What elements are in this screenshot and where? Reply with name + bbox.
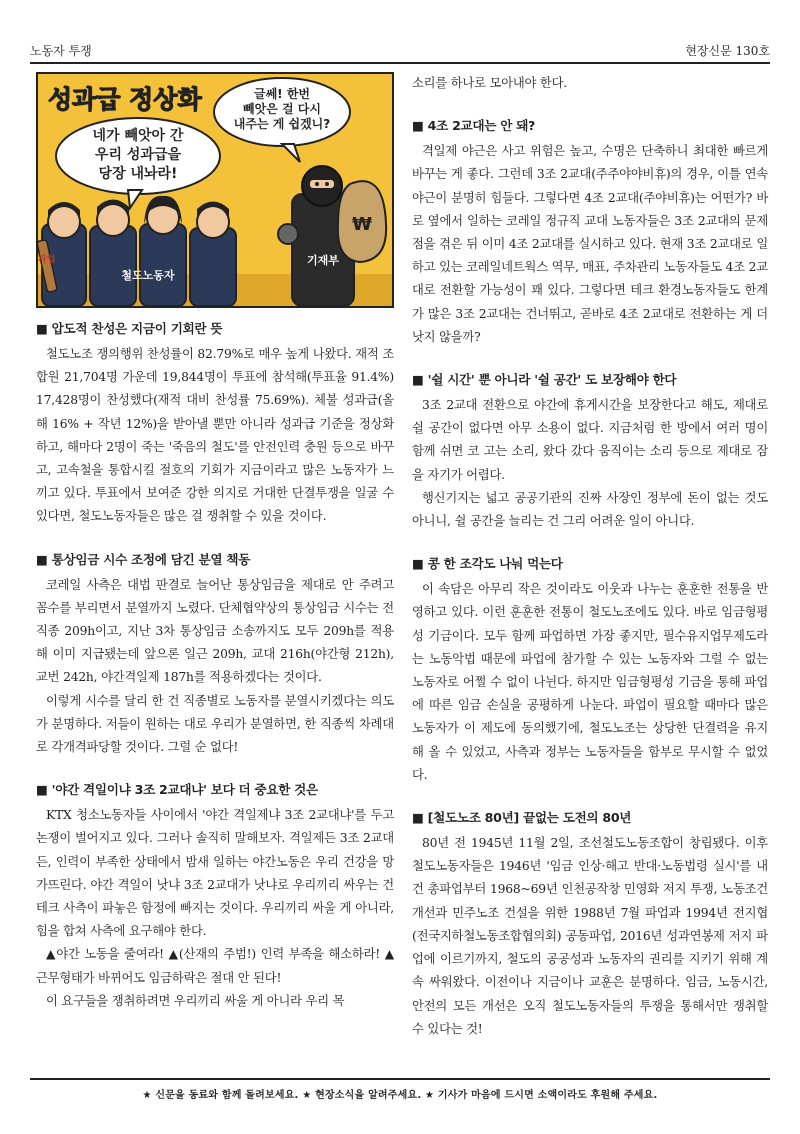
- section-body-history: 80년 전 1945년 11월 2일, 조선철도노동조합이 창립됐다. 이후 철도노동자들은 1946년 '임금 인상·해고 반대·노동법령 실시'를 내건 총파업부터 1968~69년 인천공작창 민영화 저지 투쟁, 노동조건 개선과 민주노조 건설을 위한 1988년 7월 파업과 1994년 전지협(전국지하철노동조합협의회) 공동파업, 2016년 성과연봉제 저지 파업에 이르기까지, 철도의 공공성과 노동자의 권리를 지키기 위해 계속 싸워왔다. 이전이나 지금이나 교훈은 분명하다. 임금, 노동시간, 안전의 모든 개선은 오직 철도노동자들의 투쟁을 통해서만 쟁취할 수 있다는 것!: [412, 836, 768, 1036]
- section-body-vote: 철도노조 쟁의행위 찬성률이 82.79%로 매우 높게 나왔다. 재적 조합원 21,704명 가운데 19,844명이 투표에 참석해(투표율 91.4%) 17,428명이 찬성했다(재적 대비 찬성률 75.69%). 체불 성과급(올해 16% + 작년 12%)을 받아낼 뿐만 아니라 성과급 기준을 정상화하고, 해마다 2명이 죽는 '죽음의 철도'를 안전인력 충원 등으로 바꾸고, 고속철을 통합시킬 절호의 기회가 지금이라고 많은 노동자가 느끼고 있다. 투표에서 보여준 강한 의지로 거대한 단결투쟁을 일굴 수 있다면, 철도노동자들은 많은 걸 쟁취할 수 있을 것이다.: [36, 347, 394, 524]
- page-header: [30, 28, 770, 64]
- issue-number: 현장신문 130호: [685, 44, 770, 58]
- bubble-workers-line: 네가 빼앗아 간: [92, 128, 184, 144]
- section-body-sharing: 이 속담은 아무리 작은 것이라도 이웃과 나누는 훈훈한 전통을 반영하고 있다. 이런 훈훈한 전통이 철도노조에도 있다. 바로 임금형평성 기금이다. 모두 함께 파업하면 가장 좋지만, 필수유지업무제도라는 노동악법 때문에 파업에 참가할 수 있는 노동자와 그럴 수 없는 노동자로 어쩔 수 없이 나뉜다. 하지만 임금형평성 기금을 통해 파업에 따른 임금 손실을 공평하게 나눈다. 파업이 필요할 때마다 많은 노동자가 이 제도에 동의했기에, 철도노조는 상당한 단결력을 유지해 올 수 있었고, 사측과 정부는 노동자들을 함부로 무시할 수 없었다.: [412, 582, 768, 782]
- bubble-workers-line: 우리 성과급을: [94, 147, 182, 163]
- section-body-four-shift: 격일제 야근은 사고 위험은 높고, 수명은 단축하니 최대한 빠르게 바꾸는 게 좋다. 그런데 3조 2교대(주주야야비휴)의 경우, 이틀 연속 야근이 분명히 힘들다. 그렇다면 4조 2교대(주야비휴)는 어떤가? 바로 옆에서 일하는 코레일 정규직 교대 노동자들은 3조 2교대의 문제점을 겪은 뒤 이미 4조 2교대를 실시하고 있다. 현재 3조 2교대로 일하고 있는 코레일네트웍스 역무, 매표, 주차관리 노동자들도 4조 2교대로 전환할 가능성이 꽤 있다. 그렇다면 테크 환경노동자들도 한계가 많은 3조 2교대는 건너뛰고, 곧바로 4조 2교대로 전환하는 게 더 낫지 않을까?: [412, 144, 768, 344]
- protest-sign-text: 파업: [38, 255, 56, 265]
- section-title-four-shift: ■ 4조 2교대는 안 돼?: [412, 118, 536, 134]
- section-body-wage-hours-1: 코레일 사측은 대법 판결로 늘어난 통상임금을 제대로 안 주려고 꼼수를 부리면서 분열까지 노렸다. 단체협약상의 통상임금 시수는 전 직종 209h이고, 지난 3차 통상임금 소송까지도 모두 209h를 적용해 이미 지급됐는데 앞으론 일근 209h, 교대 216h(야간형 212h), 교번 242h, 야간격일제 187h를 적용하겠다는 것이다.: [36, 577, 394, 685]
- section-title-vote: ■ 압도적 찬성은 지금이 기회란 뜻: [36, 321, 223, 336]
- workers-label: 철도노동자: [121, 269, 175, 282]
- section-body-wage-hours-2: 이렇게 시수를 달리 한 건 직종별로 노동자를 분열시키겠다는 의도가 분명하다. 저들이 원하는 대로 우리가 분열하면, 한 직종씩 차례대로 각개격파당할 것이다. 그럴 순 없다!: [36, 693, 394, 755]
- publication-name: 노동자 투쟁: [30, 44, 92, 58]
- left-column: [36, 72, 394, 1013]
- continued-text: 소리를 하나로 모아내야 한다.: [412, 76, 567, 90]
- section-body-rest-space-2: 행신기지는 넓고 공공기관의 진짜 사장인 정부에 돈이 없는 것도 아니니, 쉴 공간을 늘리는 건 그리 어려운 일이 아니다.: [412, 490, 768, 529]
- section-body-shift-debate-1: KTX 청소노동자들 사이에서 '야간 격일제냐 3조 2교대냐'를 두고 논쟁이 벌어지고 있다. 그러나 솔직히 말해보자. 격일제든 3조 2교대든, 인력이 부족한 상태에서 밤새 일하는 야간노동은 우리 건강을 망가뜨린다. 야간 격일이 낫냐 3조 2교대가 낫냐로 우리끼리 싸우는 건 테크 사측이 파놓은 함정에 빠지는 것이다. 우리끼리 싸울 게 아니라, 힘을 합쳐 사측에 요구해야 한다.: [36, 808, 394, 939]
- cartoon-svg: [38, 74, 392, 306]
- section-title-history: ■ [철도노조 80년] 끝없는 도전의 80년: [412, 810, 632, 826]
- section-title-wage-hours: ■ 통상임금 시수 조정에 담긴 분열 책동: [36, 551, 251, 567]
- workers-speech-bubble: [93, 127, 184, 182]
- section-body-shift-debate-2: ▲야간 노동을 줄여라! ▲(산재의 주범!) 인력 부족을 해소하라! ▲근무형태가 바뀌어도 임금하락은 절대 안 된다!: [36, 947, 394, 985]
- page-footer: ★ 신문을 동료와 함께 돌려보세요. ★ 현장소식을 알려주세요. ★ 기사가 마음에 드시면 소액이라도 후원해 주세요.: [142, 1090, 658, 1101]
- section-title-shift-debate: ■ '야간 격일이냐 3조 2교대냐' 보다 더 중요한 것은: [36, 782, 318, 798]
- bubble-thief-line: 빼앗은 걸 다시: [243, 102, 321, 116]
- right-column: [412, 72, 768, 1041]
- section-body-shift-debate-3: 이 요구들을 쟁취하려면 우리끼리 싸울 게 아니라 우리 목: [46, 993, 345, 1008]
- bubble-workers-line: 당장 내놔라!: [98, 166, 178, 182]
- footer-divider: [30, 1078, 770, 1080]
- cartoon-title: 성과급 정상화: [48, 85, 202, 114]
- section-body-rest-space-1: 3조 2교대 전환으로 야간에 휴게시간을 보장한다고 해도, 제대로 쉴 공간이 없다면 아무 소용이 없다. 지금처럼 한 방에서 여러 명이 함께 쉬면 코 고는 소리, 왔다 갔다 움직이는 소리 등으로 제대로 잠을 자기가 어렵다.: [412, 398, 768, 482]
- thief-label: 기재부: [307, 254, 339, 267]
- bubble-thief-line: 글쎄! 한번: [253, 87, 311, 101]
- money-bag-icon: ₩: [352, 214, 372, 235]
- section-title-rest-space: ■ '쉴 시간' 뿐 아니라 '쉴 공간' 도 보장해야 한다: [412, 372, 677, 388]
- bubble-thief-line: 내주는 게 쉽겠니?: [233, 117, 331, 131]
- section-title-sharing: ■ 콩 한 조각도 나눠 먹는다: [412, 556, 563, 572]
- cartoon-illustration: [36, 72, 394, 308]
